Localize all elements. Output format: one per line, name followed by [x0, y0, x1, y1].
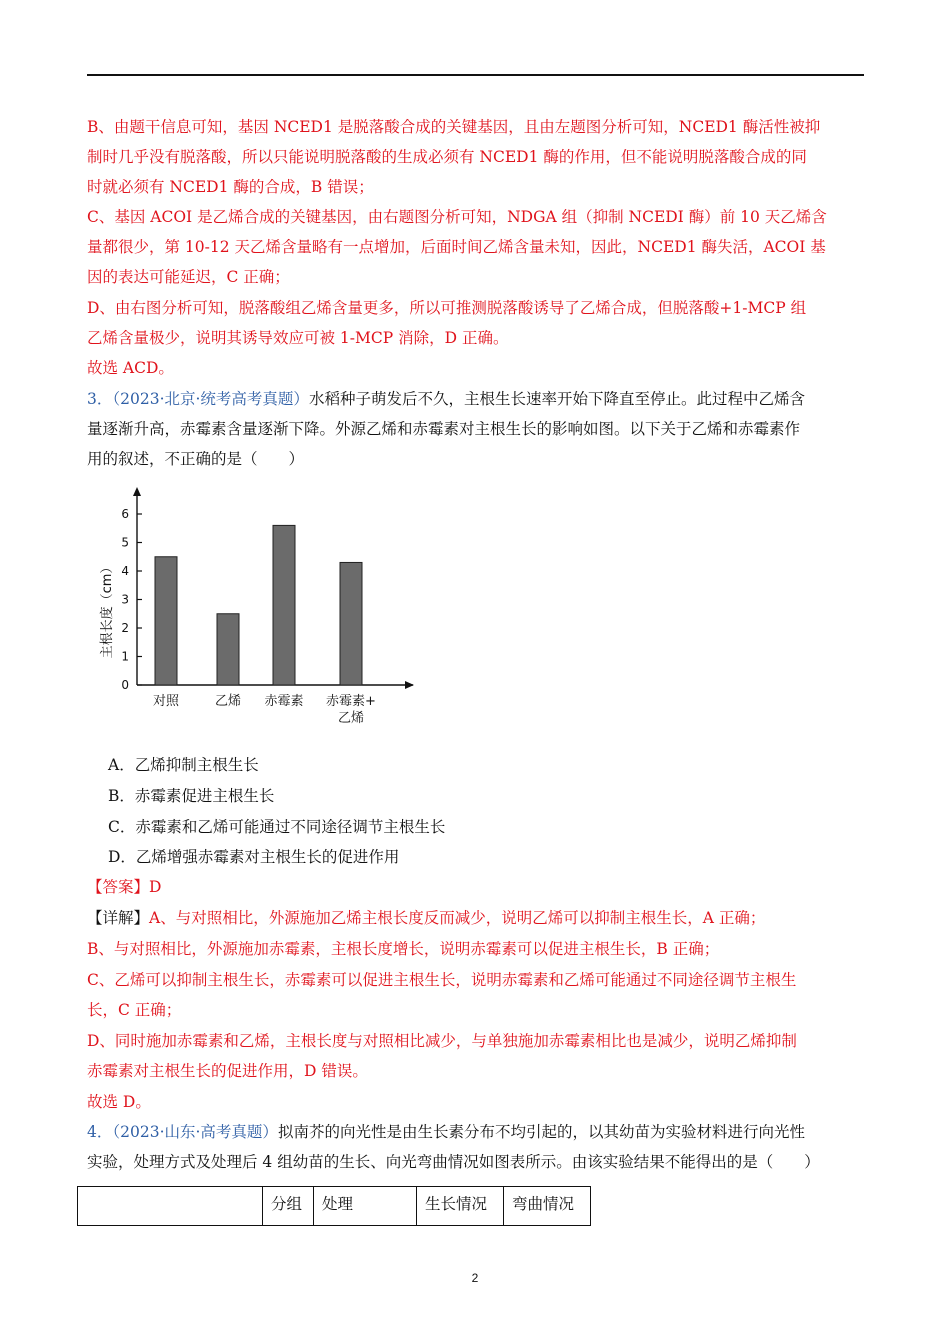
table-cell [78, 1187, 263, 1226]
option-c: C．赤霉素和乙烯可能通过不同途径调节主根生长 [108, 818, 446, 836]
x-axis-arrow [405, 681, 414, 689]
table-cell: 生长情况 [417, 1187, 504, 1226]
detail-a: 【详解】A、与对照相比，外源施加乙烯主根长度反而减少，说明乙烯可以抑制主根生长，A 正确； [87, 909, 766, 927]
bar [273, 525, 295, 685]
question-number: 3． [87, 390, 113, 408]
detail-b: B、与对照相比，外源施加赤霉素，主根长度增长，说明赤霉素可以促进主根生长，B 正确； [87, 940, 720, 958]
detail-c: C、乙烯可以抑制主根生长，赤霉素可以促进主根生长，说明赤霉素和乙烯可能通过不同途径调节主根生 长，C 正确； [87, 971, 797, 1019]
y-tick-label: 5 [121, 535, 129, 550]
answer: 【答案】D [87, 878, 162, 896]
y-tick-label: 6 [121, 507, 129, 521]
explanation-c: C、基因 ACOI 是乙烯合成的关键基因，由右题图分析可知，NDGA 组（抑制 NCEDI 酶）前 10 天乙烯含 量都很少，第 10-12 天乙烯含量略有一点增加，后面时间乙烯含量未知，因此，NCED1 酶失活，ACOI 基 因的表达可能延迟，C 正确； [87, 208, 827, 286]
option-a: A．乙烯抑制主根生长 [108, 756, 259, 774]
conclusion: 故选 ACD。 [87, 359, 174, 377]
header-rule [87, 74, 864, 76]
option-d: D．乙烯增强赤霉素对主根生长的促进作用 [108, 848, 400, 866]
y-tick-label: 3 [121, 592, 129, 607]
x-tick-label: 乙烯 [337, 711, 365, 726]
bar-chart [95, 482, 435, 732]
x-tick-label: 赤霉素+ [326, 694, 376, 709]
explanation-b: B、由题干信息可知，基因 NCED1 是脱落酸合成的关键基因，且由左题图分析可知，NCED1 酶活性被抑 制时几乎没有脱落酸，所以只能说明脱落酸的生成必须有 NCED1 酶的作用，但不能说明脱落酸合成的同 时就必须有 NCED1 酶的合成，B 错误； [87, 118, 821, 196]
experiment-table [77, 1186, 591, 1226]
bar [340, 562, 362, 685]
detail-conclusion: 故选 D。 [87, 1093, 151, 1111]
x-tick-label: 赤霉素 [264, 694, 304, 709]
y-tick-label: 0 [121, 678, 129, 692]
y-axis-label: 主根长度（cm） [100, 560, 115, 659]
table-cell: 处理 [314, 1187, 417, 1226]
explanation-d: D、由右图分析可知，脱落酸组乙烯含量更多，所以可推测脱落酸诱导了乙烯合成，但脱落酸+1-MCP 组 乙烯含量极少，说明其诱导效应可被 1-MCP 消除，D 正确。 [87, 299, 807, 347]
y-axis-arrow [133, 487, 141, 496]
question-3-stem: 3．（2023·北京·统考高考真题）水稻种子萌发后不久，主根生长速率开始下降直至停止。此过程中乙烯含 量逐渐升高，赤霉素含量逐渐下降。外源乙烯和赤霉素对主根生长的影响如图。以下关于乙烯和赤霉素作 用的叙述，不正确的是（ ） [87, 390, 805, 468]
question-4-stem: 4．（2023·山东·高考真题）拟南芥的向光性是由生长素分布不均引起的，以其幼苗为实验材料进行向光性 实验，处理方式及处理后 4 组幼苗的生长、向光弯曲情况如图表所示。由该实验结果不能得出的是（ ） [87, 1123, 820, 1171]
detail-d: D、同时施加赤霉素和乙烯，主根长度与对照相比减少，与单独施加赤霉素相比也是减少，说明乙烯抑制 赤霉素对主根生长的促进作用，D 错误。 [87, 1032, 797, 1080]
table-header-row [78, 1187, 591, 1226]
y-tick-label: 1 [121, 649, 129, 664]
bar [217, 614, 239, 685]
y-tick-label: 2 [121, 621, 129, 635]
x-tick-label: 对照 [152, 694, 180, 709]
x-tick-label: 乙烯 [214, 694, 242, 709]
table-cell: 分组 [263, 1187, 314, 1226]
page-number: 2 [471, 1271, 479, 1285]
option-b: B．赤霉素促进主根生长 [108, 787, 275, 805]
question-number: 4． [87, 1123, 113, 1141]
y-tick-label: 4 [121, 564, 129, 578]
bar [155, 557, 177, 685]
question-source: （2023·北京·统考高考真题） [112, 390, 309, 408]
question-source: （2023·山东·高考真题） [112, 1123, 278, 1141]
detail-tag: 【详解】 [87, 909, 150, 927]
table-cell: 弯曲情况 [504, 1187, 591, 1226]
